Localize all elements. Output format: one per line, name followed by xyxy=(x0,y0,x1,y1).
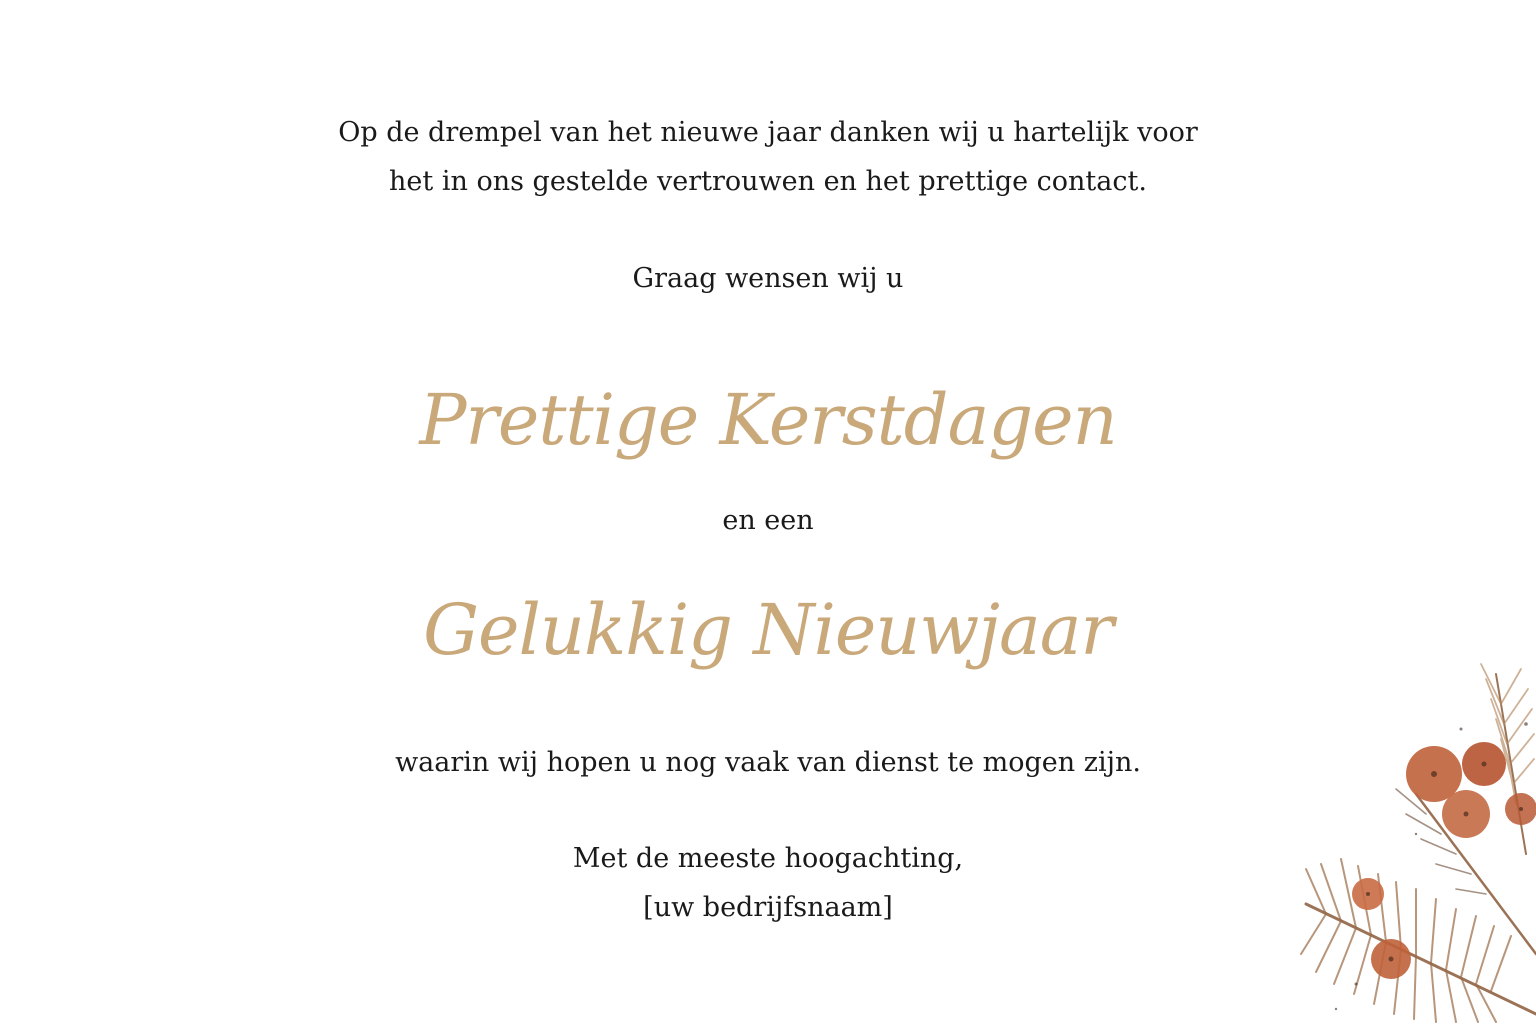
wish-text: Graag wensen wij u xyxy=(632,263,904,294)
intro-paragraph xyxy=(0,108,1536,206)
regards-text: Met de meeste hoogachting, xyxy=(572,843,964,874)
connector-text: en een xyxy=(722,505,814,536)
company-placeholder: [uw bedrijfsnaam] xyxy=(643,892,893,923)
intro-line-2: het in ons gestelde vertrouwen en het prettige contact. xyxy=(389,166,1147,197)
pine-branch-berries-illustration xyxy=(1296,654,1536,1024)
hope-text: waarin wij hopen u nog vaak van dienst te mogen zijn. xyxy=(395,747,1141,778)
christmas-greeting: Prettige Kerstdagen xyxy=(419,379,1117,461)
intro-line-1: Op de drempel van het nieuwe jaar danken wij u hartelijk voor xyxy=(338,117,1198,148)
newyear-greeting: Gelukkig Nieuwjaar xyxy=(423,589,1113,671)
